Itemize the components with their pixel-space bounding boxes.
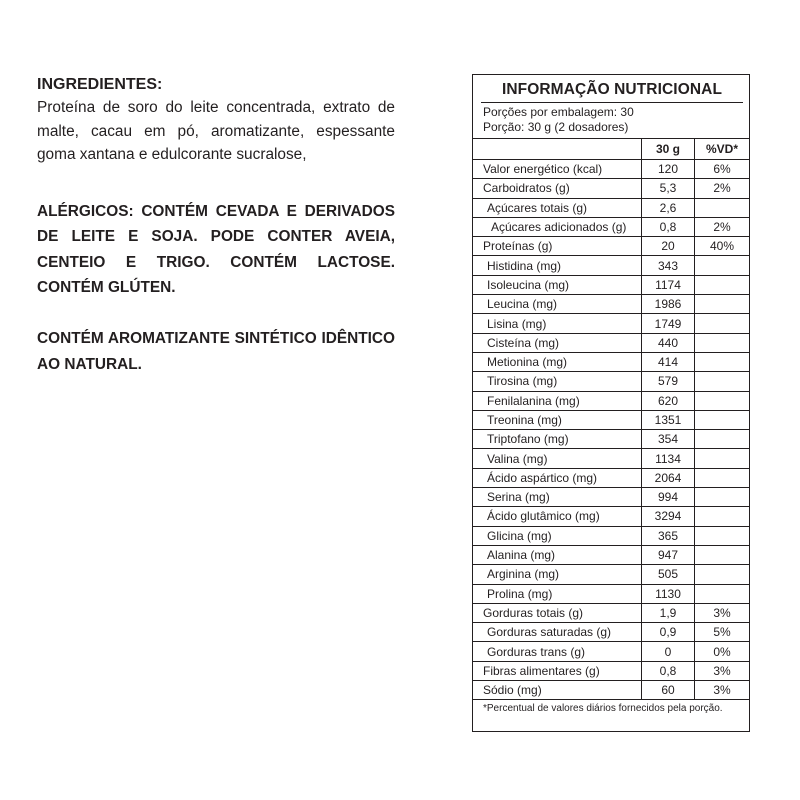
- nutrient-amount: 20: [642, 237, 695, 256]
- nutrient-name: Ácido glutâmico (mg): [473, 507, 642, 526]
- nutrient-name: Histidina (mg): [473, 256, 642, 275]
- nutrient-name: Lisina (mg): [473, 314, 642, 333]
- nutrient-amount: 1986: [642, 295, 695, 314]
- nutrient-daily-value: 2%: [695, 217, 750, 236]
- nutrient-daily-value: 2%: [695, 179, 750, 198]
- nutrient-daily-value: 0%: [695, 642, 750, 661]
- nutrient-daily-value: [695, 584, 750, 603]
- nutrient-daily-value: [695, 372, 750, 391]
- nutrient-name: Isoleucina (mg): [473, 275, 642, 294]
- nutrient-name: Triptofano (mg): [473, 430, 642, 449]
- nutrition-row: [473, 333, 749, 352]
- nutrition-table-header: [473, 139, 749, 160]
- nutrient-name: Arginina (mg): [473, 565, 642, 584]
- nutrition-row: [473, 565, 749, 584]
- nutrient-amount: 440: [642, 333, 695, 352]
- nutrient-amount: 994: [642, 488, 695, 507]
- nutrient-daily-value: 3%: [695, 681, 750, 700]
- nutrient-amount: 354: [642, 430, 695, 449]
- label-text-column: [37, 74, 395, 377]
- nutrient-name: Prolina (mg): [473, 584, 642, 603]
- nutrition-row: [473, 256, 749, 275]
- nutrient-amount: 3294: [642, 507, 695, 526]
- nutrient-daily-value: [695, 314, 750, 333]
- nutrient-name: Leucina (mg): [473, 295, 642, 314]
- nutrition-row: [473, 488, 749, 507]
- nutrition-row: [473, 623, 749, 642]
- nutrition-row: [473, 681, 749, 700]
- nutrient-amount: 0,8: [642, 661, 695, 680]
- nutrient-amount: 505: [642, 565, 695, 584]
- nutrient-name: Açúcares totais (g): [473, 198, 642, 217]
- nutrient-daily-value: 6%: [695, 160, 750, 179]
- nutrient-amount: 1,9: [642, 603, 695, 622]
- nutrient-name: Carboidratos (g): [473, 179, 642, 198]
- nutrient-name: Alanina (mg): [473, 545, 642, 564]
- nutrient-daily-value: [695, 430, 750, 449]
- nutrient-amount: 1174: [642, 275, 695, 294]
- ingredients-heading: INGREDIENTES:: [37, 76, 163, 93]
- nutrition-row: [473, 275, 749, 294]
- nutrient-daily-value: [695, 198, 750, 217]
- nutrition-row: [473, 217, 749, 236]
- nutrient-name: Ácido aspártico (mg): [473, 468, 642, 487]
- nutrition-row: [473, 314, 749, 333]
- nutrition-row: [473, 526, 749, 545]
- nutrition-row: [473, 603, 749, 622]
- nutrition-table: [473, 139, 749, 700]
- nutrition-row: [473, 160, 749, 179]
- nutrient-name: Fibras alimentares (g): [473, 661, 642, 680]
- nutrient-name: Cisteína (mg): [473, 333, 642, 352]
- nutrient-daily-value: [695, 468, 750, 487]
- nutrient-amount: 0,9: [642, 623, 695, 642]
- nutrient-amount: 2064: [642, 468, 695, 487]
- nutrient-amount: 414: [642, 352, 695, 371]
- nutrient-name: Tirosina (mg): [473, 372, 642, 391]
- nutrient-name: Glicina (mg): [473, 526, 642, 545]
- nutrition-row: [473, 179, 749, 198]
- nutrition-row: [473, 410, 749, 429]
- nutrient-daily-value: [695, 488, 750, 507]
- allergens-warning: ALÉRGICOS: CONTÉM CEVADA E DERIVADOS DE LEITE E SOJA. PODE CONTER AVEIA, CENTEIO E TRIGO. CONTÉM LACTOSE. CONTÉM GLÚTEN.: [37, 202, 395, 296]
- nutrient-amount: 120: [642, 160, 695, 179]
- nutrition-row: [473, 661, 749, 680]
- nutrient-amount: 0,8: [642, 217, 695, 236]
- nutrient-amount: 5,3: [642, 179, 695, 198]
- serving-info: [473, 103, 749, 139]
- nutrition-row: [473, 507, 749, 526]
- nutrition-row: [473, 430, 749, 449]
- nutrient-daily-value: 3%: [695, 603, 750, 622]
- nutrition-row: [473, 391, 749, 410]
- nutrition-row: [473, 642, 749, 661]
- nutrient-daily-value: [695, 449, 750, 468]
- nutrient-name: Gorduras saturadas (g): [473, 623, 642, 642]
- flavoring-notice: CONTÉM AROMATIZANTE SINTÉTICO IDÊNTICO AO NATURAL.: [37, 330, 395, 373]
- nutrient-daily-value: [695, 507, 750, 526]
- nutrient-amount: 620: [642, 391, 695, 410]
- nutrient-name: Metionina (mg): [473, 352, 642, 371]
- serving-size: Porção: 30 g (2 dosadores): [483, 120, 629, 134]
- nutrient-daily-value: [695, 256, 750, 275]
- nutrient-name: Proteínas (g): [473, 237, 642, 256]
- nutrient-daily-value: 5%: [695, 623, 750, 642]
- nutrient-daily-value: [695, 565, 750, 584]
- nutrition-title: INFORMAÇÃO NUTRICIONAL: [481, 75, 743, 103]
- nutrient-name: Açúcares adicionados (g): [473, 217, 642, 236]
- nutrient-name: Treonina (mg): [473, 410, 642, 429]
- nutrient-name: Gorduras trans (g): [473, 642, 642, 661]
- nutrient-amount: 343: [642, 256, 695, 275]
- nutrient-name: Fenilalanina (mg): [473, 391, 642, 410]
- servings-per-package: Porções por embalagem: 30: [483, 105, 634, 119]
- ingredients-text: Proteína de soro do leite concentrada, extrato de malte, cacau em pó, aromatizante, espessante goma xantana e edulcorante sucralose,: [37, 99, 395, 164]
- nutrition-row: [473, 352, 749, 371]
- header-daily-value: %VD*: [695, 139, 750, 160]
- nutrient-name: Serina (mg): [473, 488, 642, 507]
- nutrient-amount: 0: [642, 642, 695, 661]
- nutrient-amount: 60: [642, 681, 695, 700]
- nutrient-daily-value: [695, 545, 750, 564]
- nutrition-row: [473, 584, 749, 603]
- nutrient-daily-value: [695, 295, 750, 314]
- header-amount: 30 g: [642, 139, 695, 160]
- nutrition-row: [473, 198, 749, 217]
- nutrient-amount: 579: [642, 372, 695, 391]
- nutrient-amount: 2,6: [642, 198, 695, 217]
- nutrition-row: [473, 295, 749, 314]
- nutrient-name: Gorduras totais (g): [473, 603, 642, 622]
- nutrition-row: [473, 468, 749, 487]
- nutrient-amount: 1749: [642, 314, 695, 333]
- nutrition-row: [473, 372, 749, 391]
- nutrient-amount: 947: [642, 545, 695, 564]
- nutrition-row: [473, 237, 749, 256]
- nutrition-row: [473, 449, 749, 468]
- nutrient-amount: 1134: [642, 449, 695, 468]
- nutrient-name: Valina (mg): [473, 449, 642, 468]
- nutrient-daily-value: 40%: [695, 237, 750, 256]
- header-nutrient-cell: [473, 139, 642, 160]
- nutrient-amount: 365: [642, 526, 695, 545]
- daily-value-footnote: *Percentual de valores diários fornecidos pela porção.: [483, 703, 723, 715]
- nutrient-daily-value: [695, 352, 750, 371]
- nutrient-daily-value: [695, 333, 750, 352]
- nutrient-daily-value: [695, 526, 750, 545]
- nutrient-daily-value: [695, 410, 750, 429]
- nutrient-name: Valor energético (kcal): [473, 160, 642, 179]
- nutrient-daily-value: 3%: [695, 661, 750, 680]
- nutrient-amount: 1130: [642, 584, 695, 603]
- nutrient-amount: 1351: [642, 410, 695, 429]
- nutrient-daily-value: [695, 391, 750, 410]
- nutrient-name: Sódio (mg): [473, 681, 642, 700]
- nutrition-facts-panel: [472, 74, 750, 732]
- nutrient-daily-value: [695, 275, 750, 294]
- nutrition-row: [473, 545, 749, 564]
